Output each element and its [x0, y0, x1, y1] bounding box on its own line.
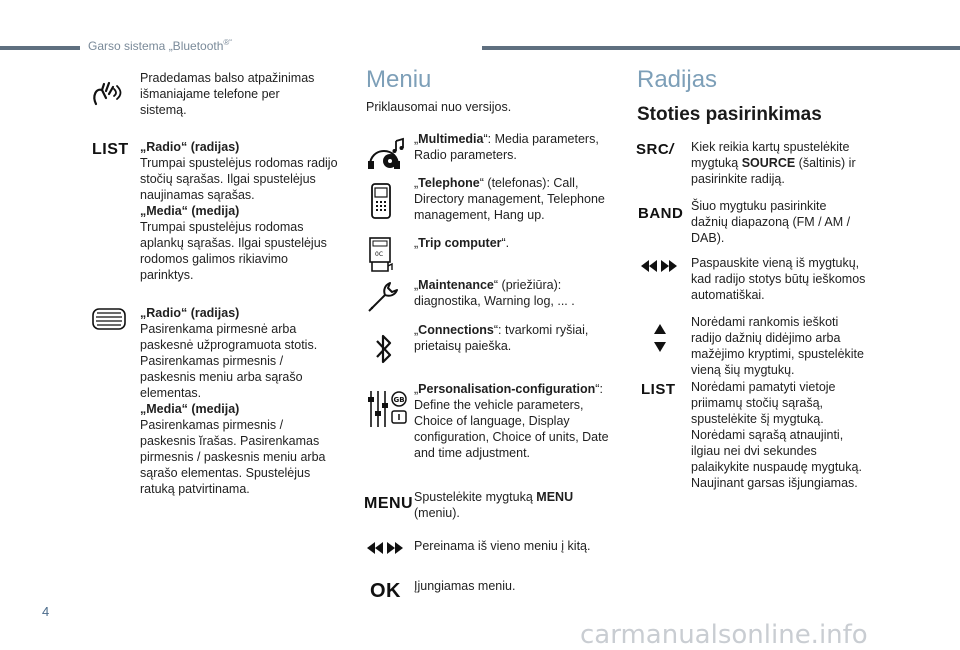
- menu-item-trip-computer: „Trip computer“.: [414, 236, 510, 250]
- source-slash-icon: /: [669, 141, 674, 158]
- knob-radio-title: „Radio“ (radijas): [140, 306, 240, 320]
- menu-intro: Priklausomai nuo versijos.: [366, 100, 512, 114]
- knob-media-title: „Media“ (medija): [140, 402, 240, 416]
- manual-search-description: Norėdami rankomis ieškoti radijo dažnių didėjimo arba mažėjimo kryptimi, spustelėkite vieną šių mygtukų.: [691, 315, 864, 377]
- menu-button[interactable]: MENU: [364, 495, 414, 512]
- band-description: Šiuo mygtuku pasirinkite dažnių diapazoną (FM / AM / DAB).: [691, 199, 851, 245]
- ok-button[interactable]: OK: [370, 580, 401, 602]
- knob-media-text: Pasirenkamas pirmesnis / paskesnis ĭrašas. Pasirenkamas pirmesnis / paskesnis meniu arba sąrašo elementas. Spustelėjus ratuką patvirtinama.: [140, 418, 326, 496]
- menu-item-personalisation: „Personalisation-configuration“: Define the vehicle parameters, Choice of language, Display configuration, Choice of units, Date and time adjustment.: [414, 382, 609, 460]
- scroll-wheel-icon: [92, 308, 126, 330]
- ok-description: Įjungiamas meniu.: [414, 579, 516, 593]
- svg-text:0C: 0C: [375, 251, 384, 258]
- up-arrow-icon[interactable]: [654, 324, 666, 334]
- arrows-description: Pereinama iš vieno meniu į kitą.: [414, 539, 591, 553]
- wrench-icon: [366, 280, 400, 314]
- knob-radio-text: Pasirenkama pirmesnė arba paskesnė užprogramuota stotis. Pasirenkamas pirmesnis / paskesnis meniu arba sąrašo elementas.: [140, 322, 318, 400]
- header-title: Garso sistema „Bluetooth: [88, 39, 224, 53]
- page-number: 4: [42, 604, 50, 619]
- list-media-text: Trumpai spustelėjus rodomas aplankų sąrašas. Ilgai spustelėjus rodomos galimos rikiavimo parinktys.: [140, 220, 327, 282]
- menu-item-multimedia: „Multimedia“: Media parameters, Radio parameters.: [414, 132, 599, 162]
- list-description: [140, 139, 340, 283]
- knob-description: [140, 305, 340, 497]
- telephone-icon: [370, 183, 392, 219]
- header-title-sup: ®“: [223, 38, 232, 47]
- list-radio-text: Trumpai spustelėjus rodomas radijo stočių sąrašas. Ilgai spustelėjus naujinamas sąrašas.: [140, 156, 338, 202]
- list-media-title: „Media“ (medija): [140, 204, 240, 218]
- voice-description: Pradedamas balso atpažinimas išmaniajame telefone per sistemą.: [140, 71, 315, 117]
- down-arrow-icon[interactable]: [654, 342, 666, 352]
- radio-section-title: Radijas: [637, 66, 718, 93]
- header-rule-right: [482, 46, 960, 50]
- multimedia-icon: [366, 135, 406, 171]
- list-button[interactable]: LIST: [92, 141, 129, 158]
- bluetooth-icon: [374, 332, 394, 366]
- source-description: Kiek reikia kartų spustelėkite mygtuką SOURCE (šaltinis) ir pasirinkite radiją.: [691, 140, 856, 186]
- menu-item-telephone: „Telephone“ (telefonas): Call, Directory management, Telephone management, Hang up.: [414, 176, 605, 222]
- header-rule-left: [0, 46, 80, 50]
- menu-button-description: Spustelėkite mygtuką MENU (meniu).: [414, 490, 574, 520]
- page-header: [88, 38, 232, 53]
- radio-subtitle: Stoties pasirinkimas: [637, 104, 822, 125]
- band-button[interactable]: BAND: [638, 205, 684, 222]
- menu-section-title: Meniu: [366, 66, 432, 93]
- menu-item-maintenance: „Maintenance“ (priežiūra): diagnostika, Warning log, ... .: [414, 278, 575, 308]
- radio-list-button[interactable]: LIST: [641, 381, 676, 398]
- seek-description: Paspauskite vieną iš mygtukų, kad radijo stotys būtų ieškomos automatiškai.: [691, 256, 866, 302]
- trip-computer-icon: [368, 237, 394, 273]
- menu-item-connections: „Connections“: tvarkomi ryšiai, prietaisų paieška.: [414, 323, 589, 353]
- seek-arrows-icon[interactable]: [640, 259, 678, 273]
- svg-text:GB: GB: [393, 396, 405, 404]
- watermark: carmanualsonline.info: [580, 620, 868, 650]
- voice-command-icon: [90, 78, 124, 108]
- radio-list-description: Norėdami pamatyti vietoje priimamų stočių sąrašą, spustelėkite šį mygtuką. Norėdami sąrašą atnaujinti, ilgiau nei dvi sekundes palaikykite nuspaudę mygtuką. Naujinant garsas išjungiamas.: [691, 380, 862, 490]
- personalisation-icon: [366, 389, 408, 429]
- list-radio-title: „Radio“ (radijas): [140, 140, 240, 154]
- source-button[interactable]: SRC/: [636, 141, 674, 158]
- previous-next-arrows-icon[interactable]: [366, 541, 404, 555]
